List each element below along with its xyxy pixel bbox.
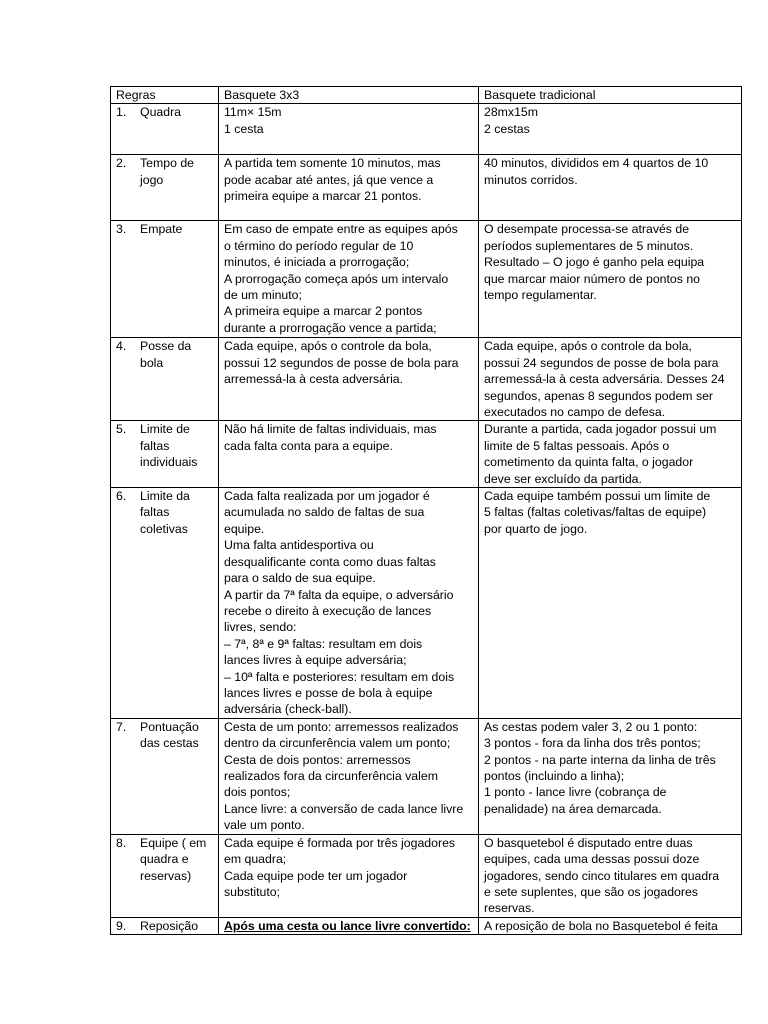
document-page (110, 86, 741, 935)
cell-traditional (479, 221, 742, 338)
text-line: Durante a partida, cada jogador possui um (484, 422, 717, 437)
text-line: vale um ponto. (224, 818, 305, 833)
text-line: arremessá-la à cesta adversária. Desses 24 (484, 372, 725, 387)
text-line: e sete suplentes, que são os jogadores (484, 884, 698, 899)
cell-traditional (479, 104, 742, 155)
rule-name-line: Tempo de (140, 156, 195, 171)
cell-3x3 (219, 338, 479, 421)
text-line: 2 cestas (484, 121, 530, 136)
header-traditional: Basquete tradicional (479, 87, 742, 104)
rule-name-line: Pontuação (140, 719, 199, 734)
text-line: cometimento da quinta falta, o jogador (484, 455, 694, 470)
cell-3x3 (219, 421, 479, 488)
rules-comparison-table (110, 86, 742, 935)
text-line: A reposição de bola no Basquetebol é feita (484, 918, 718, 933)
text-line: Cada equipe é formada por três jogadores (224, 835, 456, 850)
cell-traditional (479, 488, 742, 719)
table-row (111, 488, 742, 719)
text-line: acumulada no saldo de faltas de sua (224, 505, 425, 520)
text-line: Cada equipe, após o controle da bola, (484, 339, 692, 354)
text-line: Em caso de empate entre as equipes após (224, 222, 458, 237)
cell-3x3 (219, 488, 479, 719)
text-line: desqualificante conta como duas faltas (224, 554, 436, 569)
text-line: Cesta de um ponto: arremessos realizados (224, 719, 459, 734)
cell-traditional (479, 718, 742, 834)
rule-name-line: faltas (140, 438, 170, 453)
text-line: O basquetebol é disputado entre duas (484, 835, 693, 850)
rule-cell (111, 718, 219, 834)
table-row (111, 338, 742, 421)
text-line: primeira equipe a marcar 21 pontos. (224, 189, 422, 204)
text-line: minutos corridos. (484, 172, 578, 187)
rule-name-line: bola (140, 355, 164, 370)
table-row (111, 421, 742, 488)
text-line: Uma falta antidesportiva ou (224, 538, 374, 553)
rule-name-line: Reposição (140, 918, 199, 933)
text-line: As cestas podem valer 3, 2 ou 1 ponto: (484, 719, 698, 734)
rule-number: 5. (116, 422, 127, 437)
rule-name-line: reservas) (140, 868, 192, 883)
text-line: Cesta de dois pontos: arremessos (224, 752, 411, 767)
text-line: 28mx15m (484, 105, 538, 120)
table-row (111, 718, 742, 834)
text-line: dois pontos; (224, 785, 291, 800)
text-line: lances livres à equipe adversária; (224, 653, 407, 668)
rule-name-line: Equipe ( em (140, 835, 207, 850)
text-line: 11m× 15m (224, 105, 282, 120)
table-row (111, 104, 742, 155)
rule-cell (111, 155, 219, 221)
text-line: limite de 5 faltas pessoais. Após o (484, 438, 670, 453)
cell-traditional (479, 155, 742, 221)
text-line: A partida tem somente 10 minutos, mas (224, 156, 441, 171)
header-3x3: Basquete 3x3 (219, 87, 479, 104)
rule-name-line: Limite da (140, 489, 190, 504)
table-row (111, 834, 742, 917)
text-line: Cada falta realizada por um jogador é (224, 489, 430, 504)
rule-name-line: individuais (140, 455, 198, 470)
text-line: 3 pontos - fora da linha dos três pontos; (484, 736, 701, 751)
text-line: 1 cesta (224, 121, 264, 136)
rule-name-line: Limite de (140, 422, 190, 437)
rule-name-line: Posse da (140, 339, 192, 354)
rule-cell (111, 221, 219, 338)
rule-cell (111, 421, 219, 488)
text-line: durante a prorrogação vence a partida; (224, 320, 437, 335)
text-line: recebe o direito à execução de lances (224, 603, 432, 618)
cell-3x3 (219, 221, 479, 338)
rule-number: 1. (116, 105, 127, 120)
cell-3x3 (219, 917, 479, 934)
text-line: pode acabar até antes, já que vence a (224, 172, 434, 187)
cell-traditional (479, 834, 742, 917)
rule-cell (111, 104, 219, 155)
text-line: 1 ponto - lance livre (cobrança de (484, 785, 667, 800)
text-line: equipe. (224, 521, 265, 536)
rule-cell (111, 917, 219, 934)
cell-traditional (479, 917, 742, 934)
text-line: adversária (check-ball). (224, 702, 352, 717)
rule-cell (111, 488, 219, 719)
text-line: Cada equipe também possui um limite de (484, 489, 711, 504)
text-line: A primeira equipe a marcar 2 pontos (224, 304, 423, 319)
text-line: equipes, cada uma dessas possui doze (484, 852, 700, 867)
text-line: Lance livre: a conversão de cada lance livre (224, 801, 464, 816)
text-line: períodos suplementares de 5 minutos. (484, 238, 694, 253)
rule-number: 9. (116, 918, 127, 933)
cell-3x3 (219, 155, 479, 221)
cell-traditional (479, 338, 742, 421)
text-line: A partir da 7ª falta da equipe, o adversário (224, 587, 454, 602)
rule-number: 3. (116, 222, 127, 237)
table-row (111, 221, 742, 338)
rule-name-line: das cestas (140, 736, 199, 751)
table-row (111, 917, 742, 934)
text-line: 2 pontos - na parte interna da linha de três (484, 752, 716, 767)
text-line: realizados fora da circunferência valem (224, 768, 438, 783)
text-line: Não há limite de faltas individuais, mas (224, 422, 437, 437)
text-line: cada falta conta para a equipe. (224, 438, 393, 453)
cell-3x3 (219, 104, 479, 155)
text-line: o término do período regular de 10 (224, 238, 414, 253)
text-line: substituto; (224, 884, 281, 899)
cell-traditional (479, 421, 742, 488)
text-line: jogadores, sendo cinco titulares em quadra (484, 868, 720, 883)
text-line: penalidade) na área demarcada. (484, 801, 662, 816)
rule-name-line: Quadra (140, 105, 182, 120)
rule-name-line: quadra e (140, 852, 189, 867)
rule-cell (111, 338, 219, 421)
table-row (111, 155, 742, 221)
text-line: de um minuto; (224, 288, 302, 303)
text-line: pontos (incluindo a linha); (484, 768, 625, 783)
rule-name-line: coletivas (140, 521, 188, 536)
text-line: 5 faltas (faltas coletivas/faltas de equipe) (484, 505, 707, 520)
text-line: arremessá-la à cesta adversária. (224, 372, 404, 387)
text-line: lances livres e posse de bola à equipe (224, 685, 433, 700)
rule-number: 4. (116, 339, 127, 354)
table-header-row (111, 87, 742, 104)
cell-3x3 (219, 718, 479, 834)
text-line: em quadra; (224, 852, 287, 867)
text-line: dentro da circunferência valem um ponto; (224, 736, 451, 751)
text-line: Cada equipe pode ter um jogador (224, 868, 408, 883)
text-line: que marcar maior número de pontos no (484, 271, 700, 286)
text-line: livres, sendo: (224, 620, 297, 635)
rule-name-line: jogo (140, 172, 164, 187)
text-line: 40 minutos, divididos em 4 quartos de 10 (484, 156, 709, 171)
rule-number: 2. (116, 156, 127, 171)
text-line: – 7ª, 8ª e 9ª faltas: resultam em dois (224, 636, 423, 651)
rule-number: 8. (116, 835, 127, 850)
rule-name-line: Empate (140, 222, 183, 237)
text-line: possui 12 segundos de posse de bola para (224, 355, 459, 370)
text-line: deve ser excluído da partida. (484, 471, 642, 486)
text-line: tempo regulamentar. (484, 288, 597, 303)
text-line: minutos, é iniciada a prorrogação; (224, 255, 410, 270)
text-line: Resultado – O jogo é ganho pela equipa (484, 255, 705, 270)
rule-number: 6. (116, 489, 127, 504)
header-rules: Regras (111, 87, 219, 104)
text-line: O desempate processa-se através de (484, 222, 690, 237)
text-line: reservas. (484, 901, 535, 916)
text-line: Após uma cesta ou lance livre convertido: (224, 918, 471, 933)
text-line: – 10ª falta e posteriores: resultam em dois (224, 669, 455, 684)
cell-3x3 (219, 834, 479, 917)
text-line: A prorrogação começa após um intervalo (224, 271, 449, 286)
rule-number: 7. (116, 719, 127, 734)
text-line: executados no campo de defesa. (484, 405, 666, 420)
rule-cell (111, 834, 219, 917)
text-line: por quarto de jogo. (484, 521, 588, 536)
text-line: possui 24 segundos de posse de bola para (484, 355, 719, 370)
text-line: segundos, apenas 8 segundos podem ser (484, 388, 714, 403)
text-line: Cada equipe, após o controle da bola, (224, 339, 432, 354)
text-line: para o saldo de sua equipe. (224, 571, 376, 586)
rule-name-line: faltas (140, 505, 170, 520)
